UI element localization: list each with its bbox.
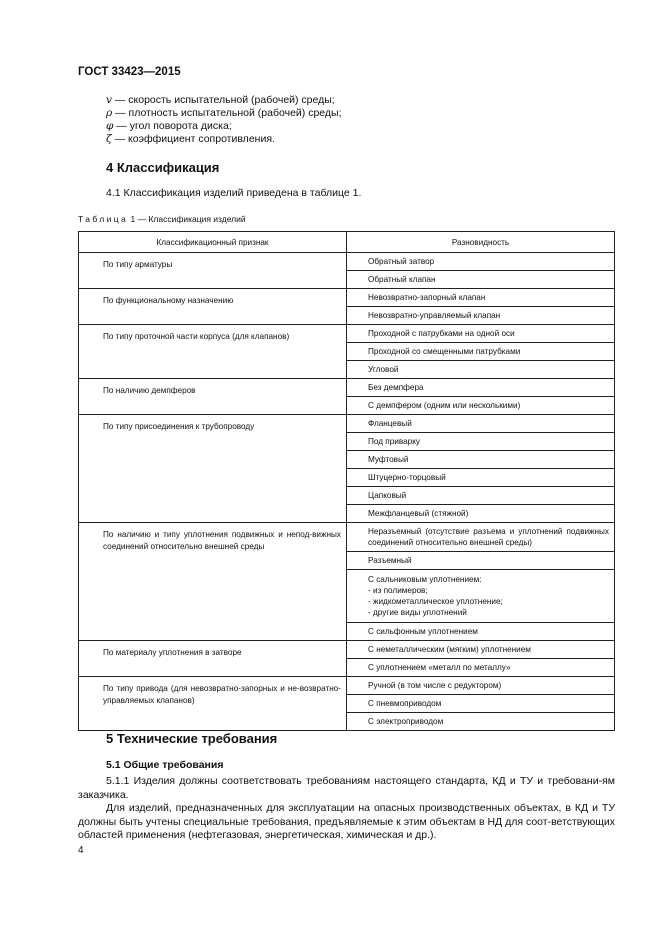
document-id: ГОСТ 33423—2015 <box>78 66 181 78</box>
symbol-text: — коэффициент сопротивления. <box>111 133 275 145</box>
variant-cell: Разъемный <box>347 552 615 570</box>
table-caption-prefix: Таблица <box>78 214 129 224</box>
feature-text: По типу арматуры <box>103 260 173 269</box>
table-row <box>79 641 615 659</box>
table-row <box>79 677 615 695</box>
feature-text: По наличию демпферов <box>103 386 196 395</box>
table-row <box>79 415 615 433</box>
symbol-definition <box>106 133 275 146</box>
variant-cell: Под приварку <box>347 433 615 451</box>
feature-text: По материалу уплотнения в затворе <box>103 648 242 657</box>
feature-text: По типу присоединения к трубопроводу <box>103 422 255 431</box>
variant-cell: Штуцерно-торцовый <box>347 469 615 487</box>
feature-text: По типу проточной части корпуса (для клапанов) <box>103 332 290 341</box>
variant-cell: Угловой <box>347 361 615 379</box>
symbol-text: — угол поворота диска; <box>113 120 232 132</box>
paragraph: Для изделий, предназначенных для эксплуатации на опасных производственных объектах, в КД и ТУ должны быть учтены специальные требования, предъявляемые к этим объектам в НД для соот-ветствующих областей применения (нефтегазовая, энергетическая, химическая и др.). <box>78 802 615 841</box>
variant-cell: Невозвратно-управляемый клапан <box>347 307 615 325</box>
feature-cell <box>79 253 347 289</box>
symbol: φ <box>106 120 114 132</box>
variant-cell: Обратный затвор <box>347 253 615 271</box>
variant-cell: Межфланцевый (стяжной) <box>347 505 615 523</box>
symbol: ρ <box>106 107 113 119</box>
feature-text: По наличию и типу уплотнения подвижных и непод-вижных соединений относительно внешней среды <box>103 530 341 551</box>
page-number: 4 <box>78 845 84 856</box>
variant-cell: Ручной (в том числе с редуктором) <box>347 677 615 695</box>
symbol-definition <box>106 94 335 107</box>
variant-cell: Обратный клапан <box>347 271 615 289</box>
section-heading: 4 Классификация <box>106 160 220 175</box>
variant-cell: С сальниковым уплотнением: - из полимеров; - жидкометаллическое уплотнение; - другие виды уплотнений <box>347 570 615 623</box>
classification-table <box>78 231 615 731</box>
table-caption <box>78 214 246 224</box>
variant-cell: Проходной со смещенными патрубками <box>347 343 615 361</box>
feature-cell <box>79 641 347 677</box>
table-row <box>79 289 615 307</box>
feature-cell <box>79 523 347 641</box>
paragraph: 4.1 Классификация изделий приведена в таблице 1. <box>106 187 362 199</box>
symbol-text: — скорость испытательной (рабочей) среды; <box>111 94 335 106</box>
feature-cell <box>79 289 347 325</box>
feature-text: По типу привода (для невозвратно-запорных и не-возвратно-управляемых клапанов) <box>103 684 341 705</box>
variant-cell: Цапковый <box>347 487 615 505</box>
table-caption-text: 1 — Классификация изделий <box>128 214 246 224</box>
feature-cell <box>79 677 347 731</box>
feature-text: По функциональному назначению <box>103 296 234 305</box>
symbol-definition <box>106 107 341 120</box>
variant-cell: С сильфонным уплотнением <box>347 623 615 641</box>
table-header-row <box>79 232 615 253</box>
paragraph: 5.1.1 Изделия должны соответствовать требованиям настоящего стандарта, КД и ТУ и требовани-ям заказчика. <box>78 775 615 801</box>
variant-cell: Фланцевый <box>347 415 615 433</box>
subsection-heading: 5.1 Общие требования <box>106 759 224 771</box>
table-row <box>79 379 615 397</box>
table-row <box>79 325 615 343</box>
column-header: Разновидность <box>347 232 615 253</box>
variant-cell: С неметаллическим (мягким) уплотнением <box>347 641 615 659</box>
variant-cell: С электроприводом <box>347 713 615 731</box>
variant-cell: С демпфером (одним или несколькими) <box>347 397 615 415</box>
feature-cell <box>79 379 347 415</box>
feature-cell <box>79 415 347 523</box>
column-header: Классификационный признак <box>79 232 347 253</box>
section-heading: 5 Технические требования <box>106 731 278 746</box>
variant-cell: Невозвратно-запорный клапан <box>347 289 615 307</box>
table-row <box>79 253 615 271</box>
variant-cell: С уплотнением «металл по металлу» <box>347 659 615 677</box>
symbol-definition <box>106 120 232 133</box>
feature-cell <box>79 325 347 379</box>
variant-cell: Неразъемный (отсутствие разъема и уплотнений подвижных соединений относительно внешней среды) <box>347 523 615 552</box>
symbol-text: — плотность испытательной (рабочей) среды; <box>112 107 342 119</box>
variant-cell: Проходной с патрубками на одной оси <box>347 325 615 343</box>
variant-cell: Муфтовый <box>347 451 615 469</box>
table-row <box>79 523 615 552</box>
symbol: v <box>106 94 112 106</box>
symbol: ζ <box>106 133 112 145</box>
variant-cell: С пневмоприводом <box>347 695 615 713</box>
variant-cell: Без демпфера <box>347 379 615 397</box>
